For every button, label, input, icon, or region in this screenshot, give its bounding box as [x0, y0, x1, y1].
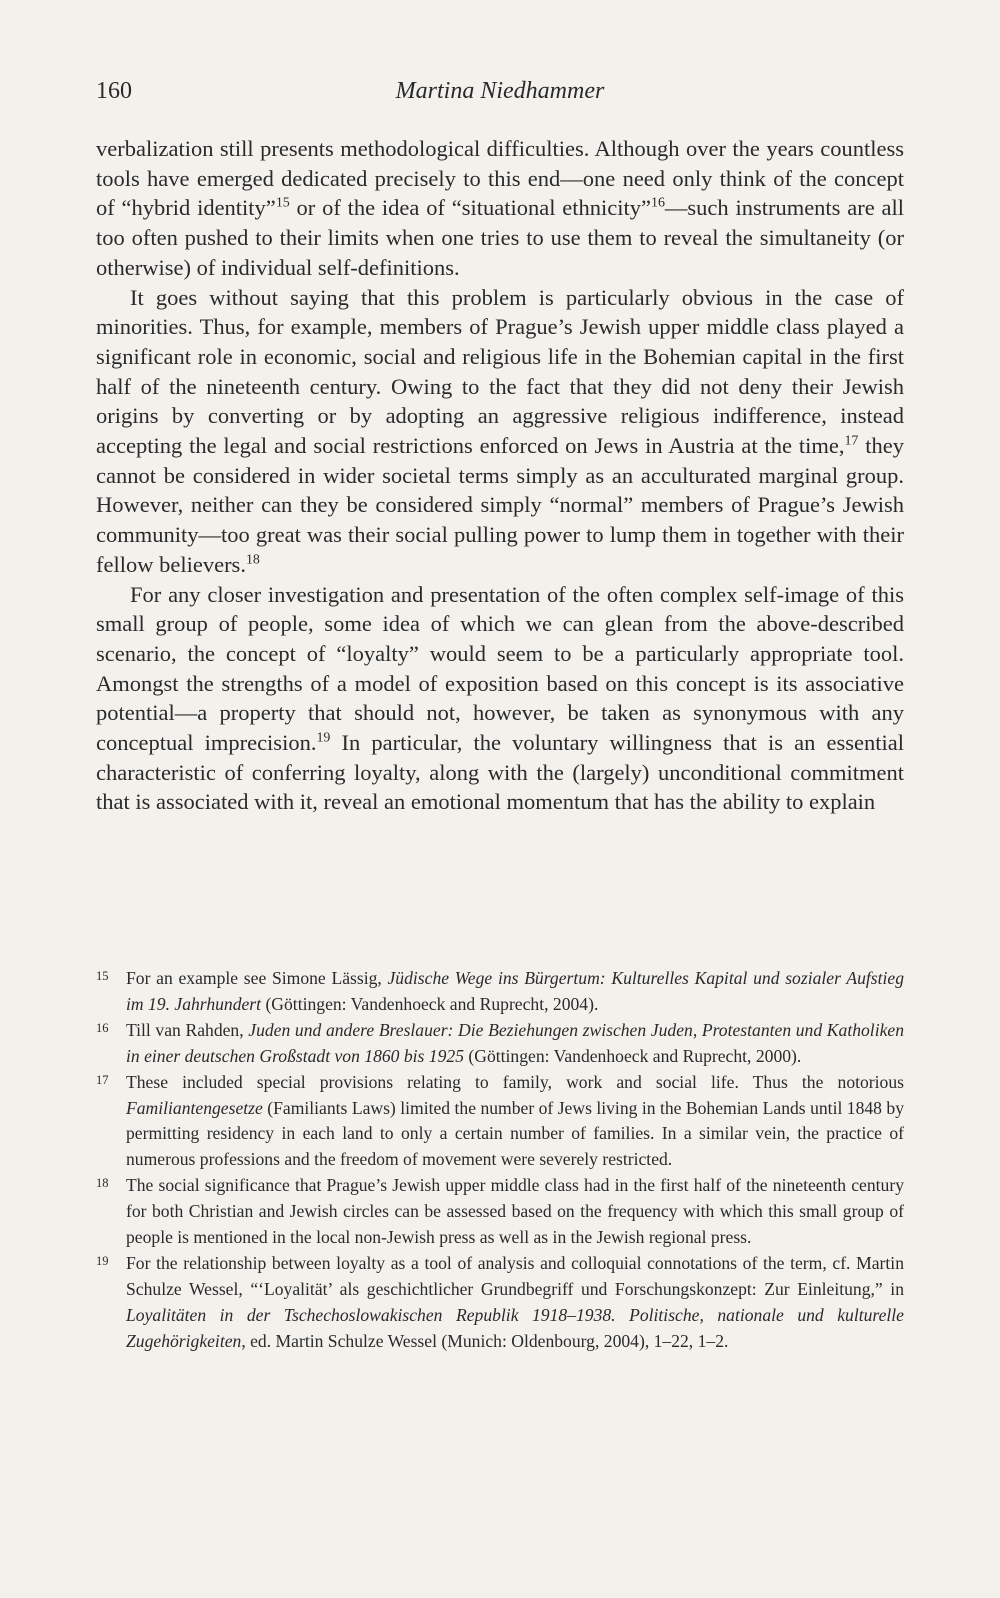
paragraph-3 — [96, 580, 904, 818]
footnote-text — [126, 1018, 904, 1070]
footnote-17 — [96, 1070, 904, 1174]
footnote-text-part: (Göttingen: Vandenhoeck and Ruprecht, 2004). — [261, 993, 599, 1014]
footnote-number: 19 — [96, 1253, 109, 1268]
footnote-number: 17 — [96, 1072, 109, 1087]
footnote-15 — [96, 966, 904, 1018]
footnote-number: 18 — [96, 1176, 109, 1191]
paragraph-2 — [96, 283, 904, 580]
paragraph-text: It goes without saying that this problem is particularly obvious in the case of minorities. Thus, for example, members of Prague’s Jewish upper middle class played a significant role in economic, social and religious life in the Bohemian capital in the first half of the nineteenth century. Owing to the fact that they did not deny their Jewish origins by converting or by adopting an aggressive religious indifference, instead accepting the legal and social restrictions enforced on Jews in Austria at the time, — [96, 284, 904, 459]
paragraph-1 — [96, 134, 904, 283]
footnote-text-part: These included special provisions relating to family, work and social life. Thus the notorious — [126, 1071, 904, 1092]
paragraph-text: or of the idea of “situational ethnicity” — [289, 195, 651, 221]
footnote-16 — [96, 1018, 904, 1070]
footnote-text-part: The social significance that Prague’s Jewish upper middle class had in the first half of the nineteenth century for both Christian and Jewish circles can be assessed based on the frequency with which this small group of people is mentioned in the local non-Jewish press as well as in the Jewish regional press. — [126, 1175, 904, 1248]
footnote-text-part: (Familiants Laws) limited the number of Jews living in the Bohemian Lands until 1848 by permitting residency in each land to only a certain number of families. In a similar vein, the practice of numerous professions and the freedom of movement were severely restricted. — [126, 1097, 904, 1170]
footnote-text-part: For the relationship between loyalty as a tool of analysis and colloquial connotations of the term, cf. Martin Schulze Wessel, “‘Loyalität’ als geschichtlicher Grundbegriff und Forschungskonzept: Zur Einleitung,” in — [126, 1252, 904, 1299]
paragraph-text: For any closer investigation and presentation of the often complex self-image of this small group of people, some idea of which we can glean from the above-described scenario, the concept of “loyalty” would seem to be a particularly appropriate tool. Amongst the strengths of a model of exposition based on this concept is its associative potential—a property that should not, however, be taken as synonymous with any conceptual imprecision. — [96, 581, 904, 756]
footnote-text — [126, 1070, 904, 1174]
page-header — [96, 70, 904, 110]
footnote-ref-16: 16 — [650, 195, 665, 211]
footnote-title: Jüdische Wege ins Bürgertum: Kulturelles Kapital und sozialer Aufstieg im 19. Jahrhundert — [126, 968, 904, 1014]
footnote-title: Loyalitäten in der Tschechoslowakischen Republik 1918–1938. Politische, nationale und kulturelle Zugehörigkeiten — [126, 1304, 904, 1351]
footnote-18 — [96, 1173, 904, 1251]
footnote-text-part: For an example see Simone Lässig, — [126, 968, 388, 988]
footnote-number: 15 — [96, 969, 109, 983]
footnote-ref-19: 19 — [316, 730, 331, 746]
footnote-text-part: (Göttingen: Vandenhoeck and Ruprecht, 2000). — [464, 1045, 802, 1066]
footnote-ref-15: 15 — [275, 195, 290, 211]
main-text — [96, 134, 904, 817]
footnote-text — [126, 966, 904, 1018]
footnote-text — [126, 1173, 904, 1251]
footnote-ref-18: 18 — [245, 552, 260, 568]
paragraph-text: verbalization still presents methodological difficulties. Although over the years countless tools have emerged dedicated precisely to this end—one need only think of the concept of “hybrid identity” — [96, 136, 904, 221]
paragraph-text: —such instruments are all too often pushed to their limits when one tries to use them to reveal the simultaneity (or otherwise) of individual self-definitions. — [96, 195, 904, 280]
footnote-ref-17: 17 — [844, 433, 859, 449]
paragraph-text: In particular, the voluntary willingness that is an essential characteristic of conferring loyalty, along with the (largely) unconditional commitment that is associated with it, reveal an emotional momentum that has the ability to explain — [96, 730, 904, 815]
footnote-title: Juden und andere Breslauer: Die Beziehungen zwischen Juden, Protestanten und Katholiken in einer deutschen Großstadt von 1860 bis 1925 — [126, 1019, 904, 1066]
footnote-text-part: , ed. Martin Schulze Wessel (Munich: Oldenbourg, 2004), 1–22, 1–2. — [241, 1330, 729, 1351]
footnote-text — [126, 1251, 904, 1355]
footnotes — [96, 966, 904, 1355]
paragraph-text: they cannot be considered in wider societal terms simply as an acculturated marginal group. However, neither can they be considered simply “normal” members of Prague’s Jewish community—too great was their social pulling power to lump them in together with their fellow believers. — [96, 433, 904, 577]
footnote-number: 16 — [96, 1020, 109, 1035]
footnote-title: Familiantengesetze — [126, 1097, 263, 1118]
footnote-text-part: Till van Rahden, — [126, 1019, 249, 1040]
footnote-19 — [96, 1251, 904, 1355]
page-number: 160 — [96, 78, 132, 104]
running-head: Martina Niedhammer — [395, 78, 605, 104]
